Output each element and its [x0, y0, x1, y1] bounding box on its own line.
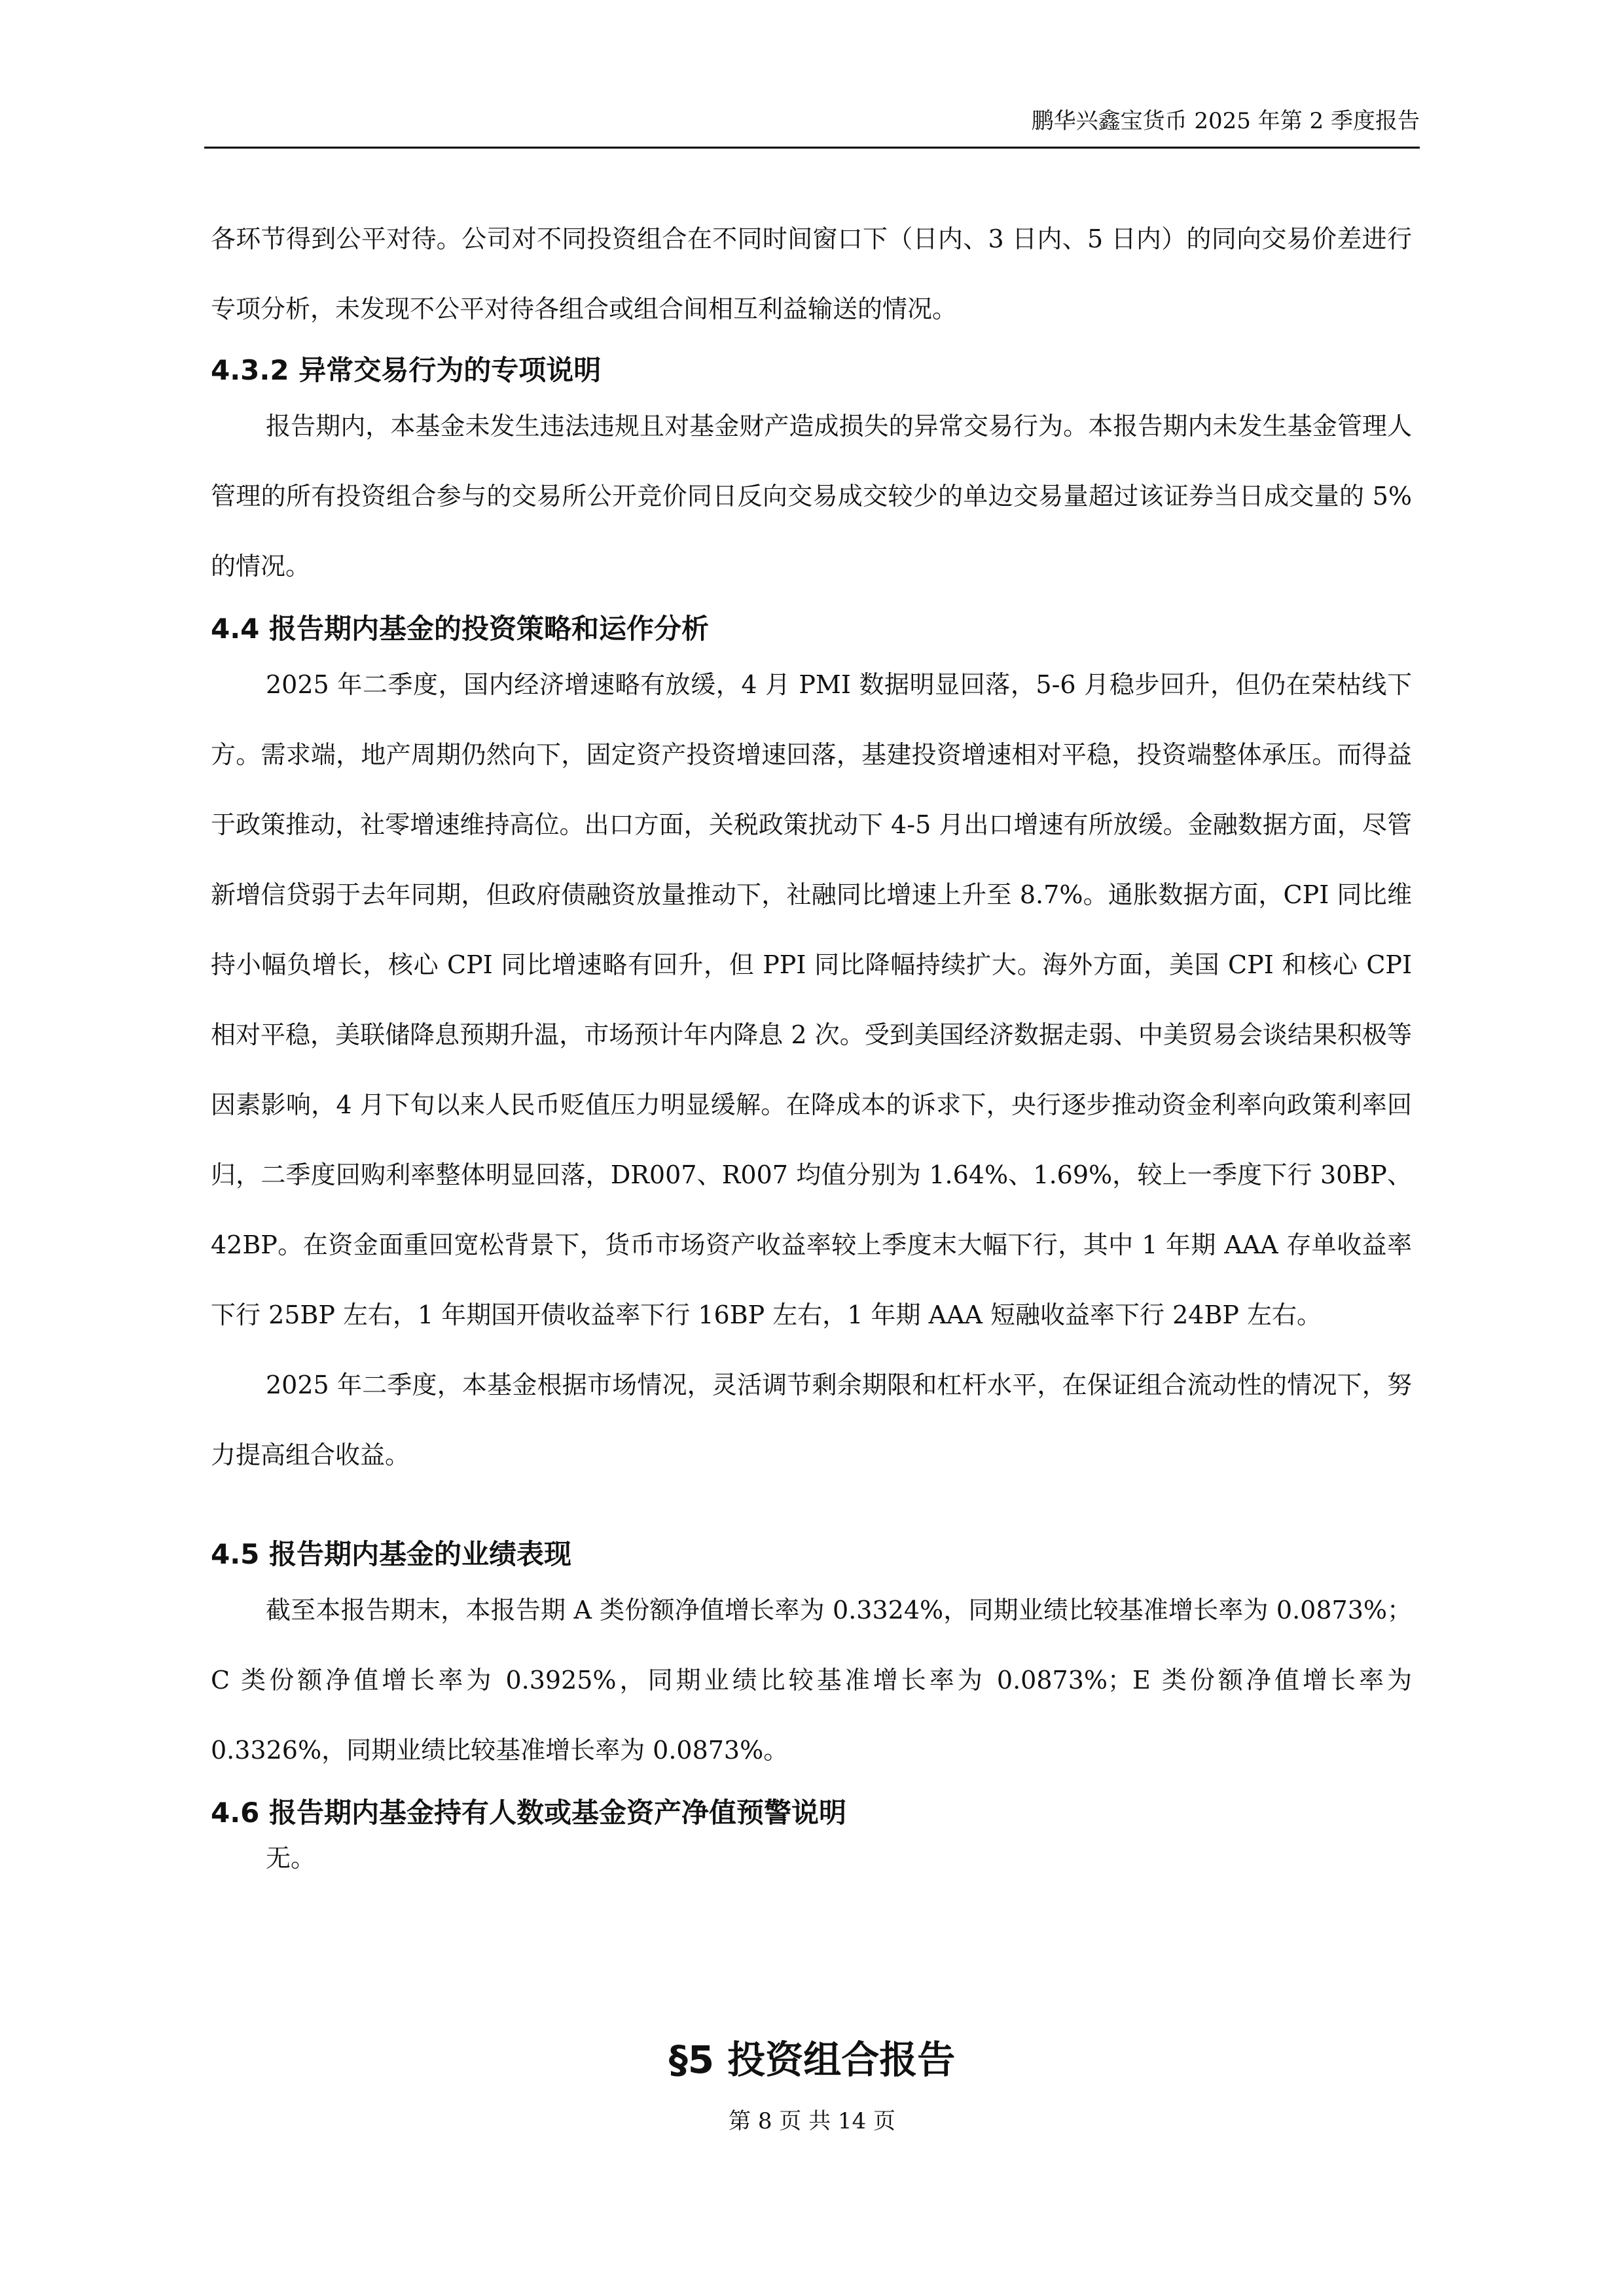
paragraph-strategy-analysis: 2025 年二季度，国内经济增速略有放缓，4 月 PMI 数据明显回落，5-6 月稳步回升，但仍在荣枯线下方。需求端，地产周期仍然向下，固定资产投资增速回落，基建投资增速相对平稳，投资端整体承压。而得益于政策推动，社零增速维持高位。出口方面，关税政策扰动下 4-5 月出口增速有所放缓。金融数据方面，尽管新增信贷弱于去年同期，但政府债融资放量推动下，社融同比增速上升至 8.7%。通胀数据方面，CPI 同比维持小幅负增长，核心 CPI 同比增速略有回升，但 PPI 同比降幅持续扩大。海外方面，美国 CPI 和核心 CPI 相对平稳，美联储降息预期升温，市场预计年内降息 2 次。受到美国经济数据走弱、中美贸易会谈结果积极等因素影响，4 月下旬以来人民币贬值压力明显缓解。在降成本的诉求下，央行逐步推动资金利率向政策利率回归，二季度回购利率整体明显回落，DR007、R007 均值分别为 1.64%、1.69%，较上一季度下行 30BP、42BP。在资金面重回宽松背景下，货币市场资产收益率较上季度末大幅下行，其中 1 年期 AAA 存单收益率下行 25BP 左右，1 年期国开债收益率下行 16BP 左右，1 年期 AAA 短融收益率下行 24BP 左右。: [211, 670, 1412, 1329]
paragraph-abnormal-trading: 报告期内，本基金未发生违法违规且对基金财产造成损失的异常交易行为。本报告期内未发生基金管理人管理的所有投资组合参与的交易所公开竞价同日反向交易成交较少的单边交易量超过该证券当日成交量的 5%的情况。: [211, 412, 1412, 581]
header-rule: [204, 147, 1420, 149]
running-header: 鹏华兴鑫宝货币 2025 年第 2 季度报告: [1031, 108, 1420, 134]
paragraph-fair-trading: 各环节得到公平对待。公司对不同投资组合在不同时间窗口下（日内、3 日内、5 日内）的同向交易价差进行专项分析，未发现不公平对待各组合或组合间相互利益输送的情况。: [211, 224, 1412, 323]
heading-4-3-2: 4.3.2 异常交易行为的专项说明: [211, 354, 602, 386]
heading-4-6: 4.6 报告期内基金持有人数或基金资产净值预警说明: [211, 1797, 847, 1829]
heading-4-4: 4.4 报告期内基金的投资策略和运作分析: [211, 613, 710, 645]
section-title: §5 投资组合报告: [668, 2037, 956, 2082]
heading-4-5: 4.5 报告期内基金的业绩表现: [211, 1538, 572, 1570]
paragraph-warning-none: 无。: [266, 1844, 316, 1873]
paragraph-performance: 截至本报告期末，本报告期 A 类份额净值增长率为 0.3324%，同期业绩比较基准增长率为 0.0873%；C 类份额净值增长率为 0.3925%，同期业绩比较基准增长率为 0.0873%；E 类份额净值增长率为 0.3326%，同期业绩比较基准增长率为 0.0873%。: [211, 1596, 1412, 1765]
page-body: [211, 204, 1412, 1881]
page-number: 第 8 页 共 14 页: [729, 2108, 895, 2134]
paragraph-strategy-operation: 2025 年二季度，本基金根据市场情况，灵活调节剩余期限和杠杆水平，在保证组合流动性的情况下，努力提高组合收益。: [211, 1371, 1412, 1469]
